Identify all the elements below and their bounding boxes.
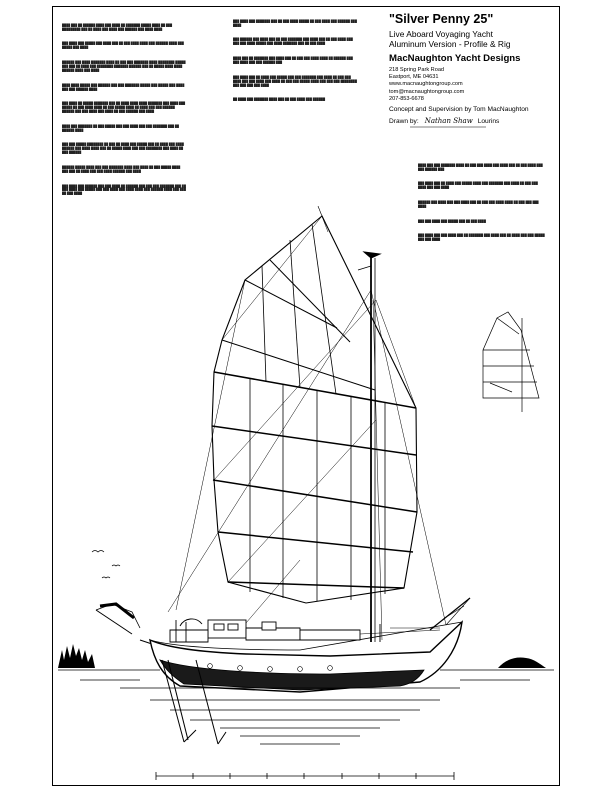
subtitle-line-1: Live Aboard Voyaging Yacht xyxy=(389,29,493,39)
bowsprit xyxy=(430,598,470,630)
drawn-by-suffix: Lourins xyxy=(477,117,500,125)
firm-name: MacNaughton Yacht Designs xyxy=(389,53,521,64)
address-line: 218 Spring Park Road xyxy=(389,67,445,73)
island-silhouette xyxy=(498,657,546,668)
junk-sail xyxy=(212,216,417,603)
address-line: Eastport, ME 04631 xyxy=(389,74,439,81)
spec-notes-center: ███ ████ ███ ███████ ███ ██ ███ ████ █████ ██ ███ ████ ███ ██████ ███ ████ ███ ██████ ███ ████ ███ ██ ███ ███████ ███ ████ ███ ██ ███ ████ ███ ███ ███ ████ █████ ███ ████ ███████ ███ ██ ███ ████ ████ ███ ██ ███████ ███ ████ ███ ██ ███ ███ ████ ████ ██ ██████ ███ ███ ████ ███ ███ ██████ ███ ███ ████ ███ ██ ████ ███ █████ ███ ███ ███████ ███ ████ ██ ███ ███ ████ ███ ███ ████ ███ ████ ██ ███ ███ █████ ████ ███ ███ ███ ████████ ███ ███ ███ ███ ████ ██ ████ ███ ███████ ████ ███ ██ ███ ████ ███ ██████ xyxy=(233,18,358,102)
address-line: tom@macnaughtongroup.com xyxy=(389,88,465,95)
flag-pennant-icon xyxy=(364,252,380,258)
spec-notes-left: ████ ███ ██ ██████ ████ ███ ████ ██ ███████ █████ ████ ██ ███ █████████ ███ ██ ████ ███ ████ ███ ██████ ███ ████ ████ ███ ████ ███ █████ ███ ████ ███ ██ ███ ████ ████ ███ ██████ ████ ███ █████ ███ ████ ██████ ███ ████ ███████ ████ ██ ███ ███ ███████ ████ ████████ █████ ███ ███ ██ ████ ███ ████████ ███████ ██████ ███ ██ █████ ████ ████ ██████ ████ ███ ████ ████ ████ █████ ███ ██████ ███ ███ ███████ █████ ███ █████ ███ ████ ███ ███ ██████ ████ ███ ████ ██ █████ ███████ ███ ██ ████ ████ ████ ███████ ███ ████ ███ █████ ██ ███ ████ ████ ██ ███ █████ ████ ██ ████ ███ ███ ██████ ██████ ███ ███ ████ ███ ████ ██ ███ ██████ ███ ████ ████ ███ ███████ ██ ███ █████ ███ ███ ████ ███ ███ ███████ ███ ██ ██████ ████ ███ ███ █████ ████████ ██ ███ ██ ████ ███ █████ ███ ██ ████ ███ ████ ██████ ███ ████ ████ ███ ██ █████ ████ ███ ███ ████████ ███ ████ ██ ███ ██████ ██████ █████ ████ ███ ███ ███████ ████ ███ ████ ██ ███ █████ ████ ███ ███ ██ ████ ███ ███ ████ ██████ ███ ████ ███ ████ ███ ██████ ███ ███ ████ ██ ██████ ███ ███ ███ ███████ ███ ██ ███ ████ ███ █████ ███ ███ ████ ███ ████ ████ ███ ██████ ████ ███ ███ ██ ███ ████ xyxy=(62,22,187,196)
subtitle-line-2: Aluminum Version - Profile & Rig xyxy=(389,39,511,49)
sail-plan-inset xyxy=(483,312,539,412)
drawing-title: "Silver Penny 25" xyxy=(389,12,494,26)
design-credit: Concept and Supervision by Tom MacNaughton xyxy=(389,106,529,114)
bird-silhouette-icon xyxy=(92,551,120,579)
tree-silhouette-icon xyxy=(58,644,95,668)
address-line: www.macnaughtongroup.com xyxy=(389,81,463,88)
drawn-by-signature: Nathan Shaw xyxy=(424,117,473,126)
drawn-by-label: Drawn by: xyxy=(389,117,419,125)
scale-bar xyxy=(156,772,454,780)
deckhouse xyxy=(170,619,440,642)
address-line: 207-853-6678 xyxy=(389,95,424,102)
spec-notes-right: ████ ███ ███ ███████ ████ ██ ███ ███ ████ ███ ████ ███ ██ ███ ████ ███ ███ ██████ ███ ███ ████ ███ ██ ████ ███ █████ ████ ███ ███████ ███ ████ ██ ███ ███ ████ ███ ███ ████ ██████ ███ ████ ███ ███ ████ ███ ██ ███ ███ ████ ████ ██ ███ ███ ███ ████ ███ ███ ████ ███ █████ ███ ██ ███ ████ ███ ████ ███ ███ ████ ███ ██ ███████ ███ ████ ███ ██ ████ ███ ███ █████ ███ ███ ████ xyxy=(418,162,546,242)
